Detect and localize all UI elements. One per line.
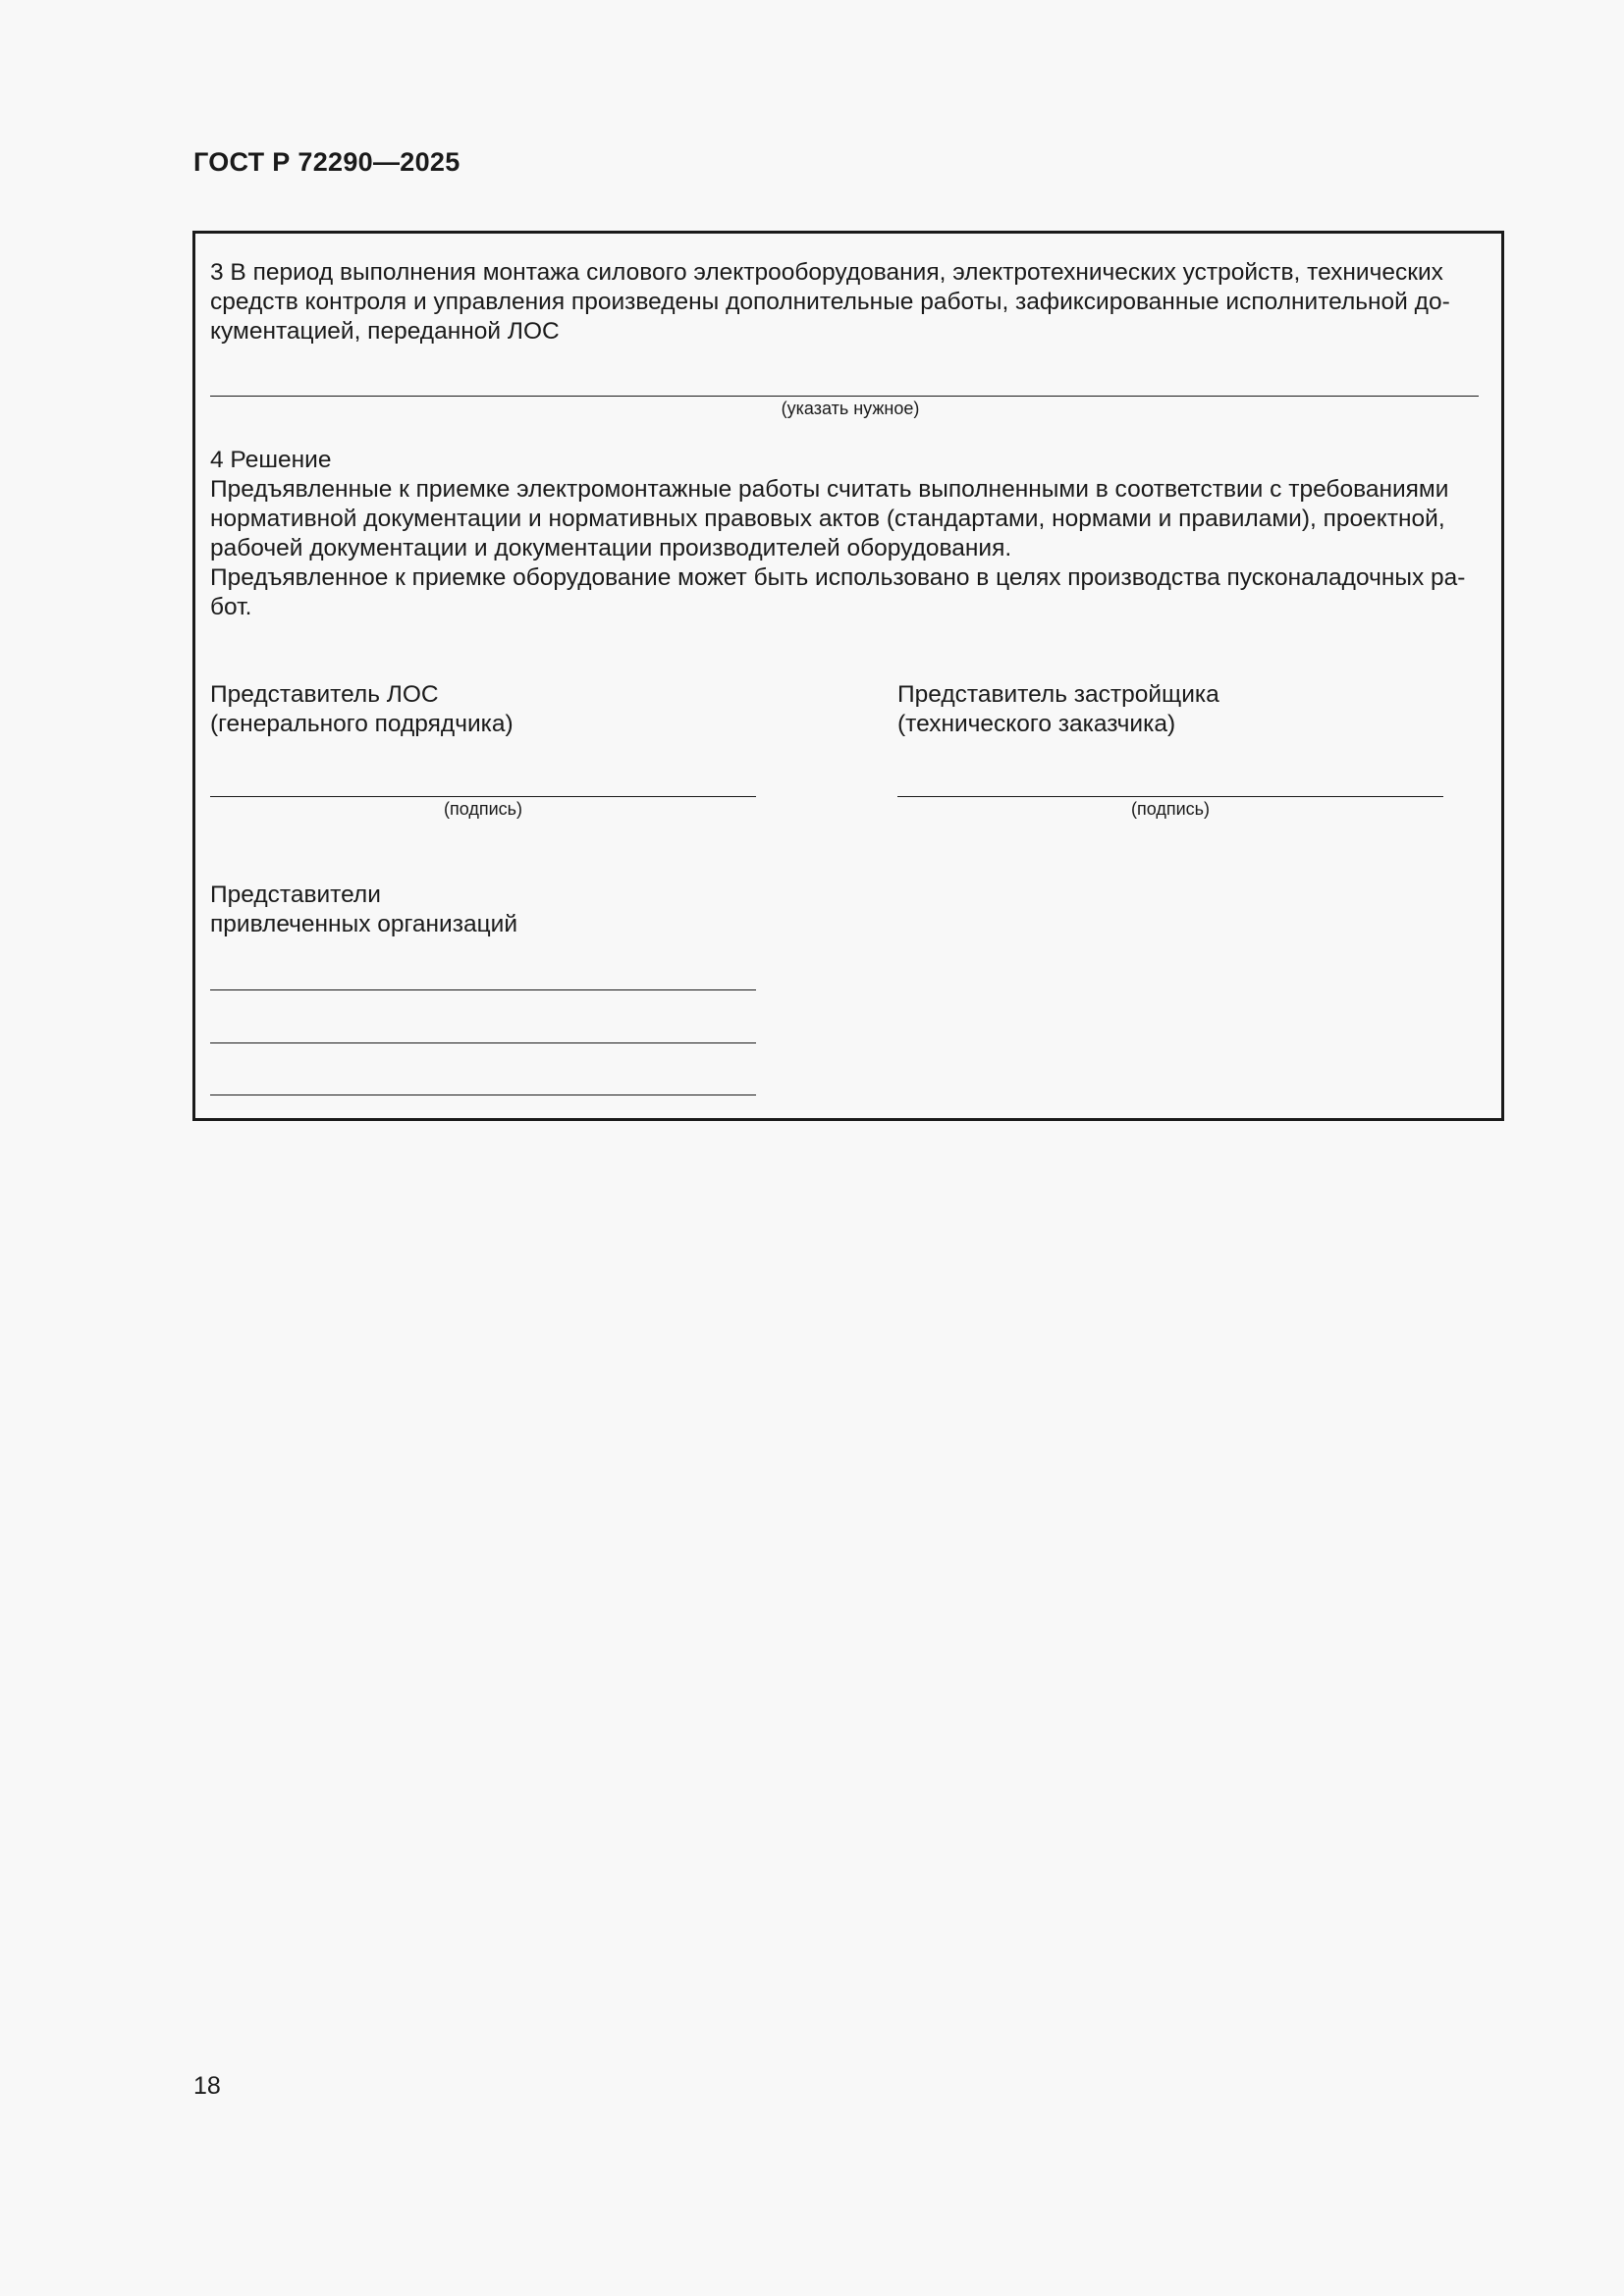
signature-left-title: Представитель ЛОС (210, 681, 439, 708)
section3-line3: кументацией, переданной ЛОС (210, 318, 560, 345)
section4-heading: 4 Решение (210, 447, 332, 473)
form-frame (192, 231, 1504, 1121)
page-number: 18 (193, 2072, 221, 2100)
section4-line3: рабочей документации и документации производителей оборудования. (210, 535, 1012, 561)
section4-line1: Предъявленные к приемке электромонтажные работы считать выполненными в соответствии с требованиями (210, 476, 1449, 503)
signature-others-line-1 (210, 989, 756, 990)
signature-right-line (897, 796, 1443, 797)
section3-blank-line (210, 396, 1479, 397)
signature-others-title: Представители (210, 881, 381, 908)
section4-line4: Предъявленное к приемке оборудование может быть использовано в целях производства пусконаладочных ра- (210, 564, 1466, 591)
signature-left-caption: (подпись) (443, 799, 523, 819)
signature-left-subtitle: (генерального подрядчика) (210, 711, 514, 737)
signature-others-subtitle: привлеченных организаций (210, 911, 518, 937)
section4-line2: нормативной документации и нормативных правовых актов (стандартами, нормами и правилами), проектной, (210, 506, 1445, 532)
signature-right-title: Представитель застройщика (897, 681, 1219, 708)
section3-blank-caption: (указать нужное) (781, 399, 920, 418)
signature-right-subtitle: (технического заказчика) (897, 711, 1176, 737)
document-header: ГОСТ Р 72290—2025 (193, 147, 460, 177)
section3-line1: 3 В период выполнения монтажа силового электрооборудования, электротехнических устройств, технических (210, 259, 1443, 286)
signature-right-caption: (подпись) (1130, 799, 1211, 819)
signature-others-line-2 (210, 1042, 756, 1043)
section4-line5: бот. (210, 594, 252, 620)
section3-line2: средств контроля и управления произведены дополнительные работы, зафиксированные исполнительной до- (210, 289, 1450, 315)
signature-left-line (210, 796, 756, 797)
